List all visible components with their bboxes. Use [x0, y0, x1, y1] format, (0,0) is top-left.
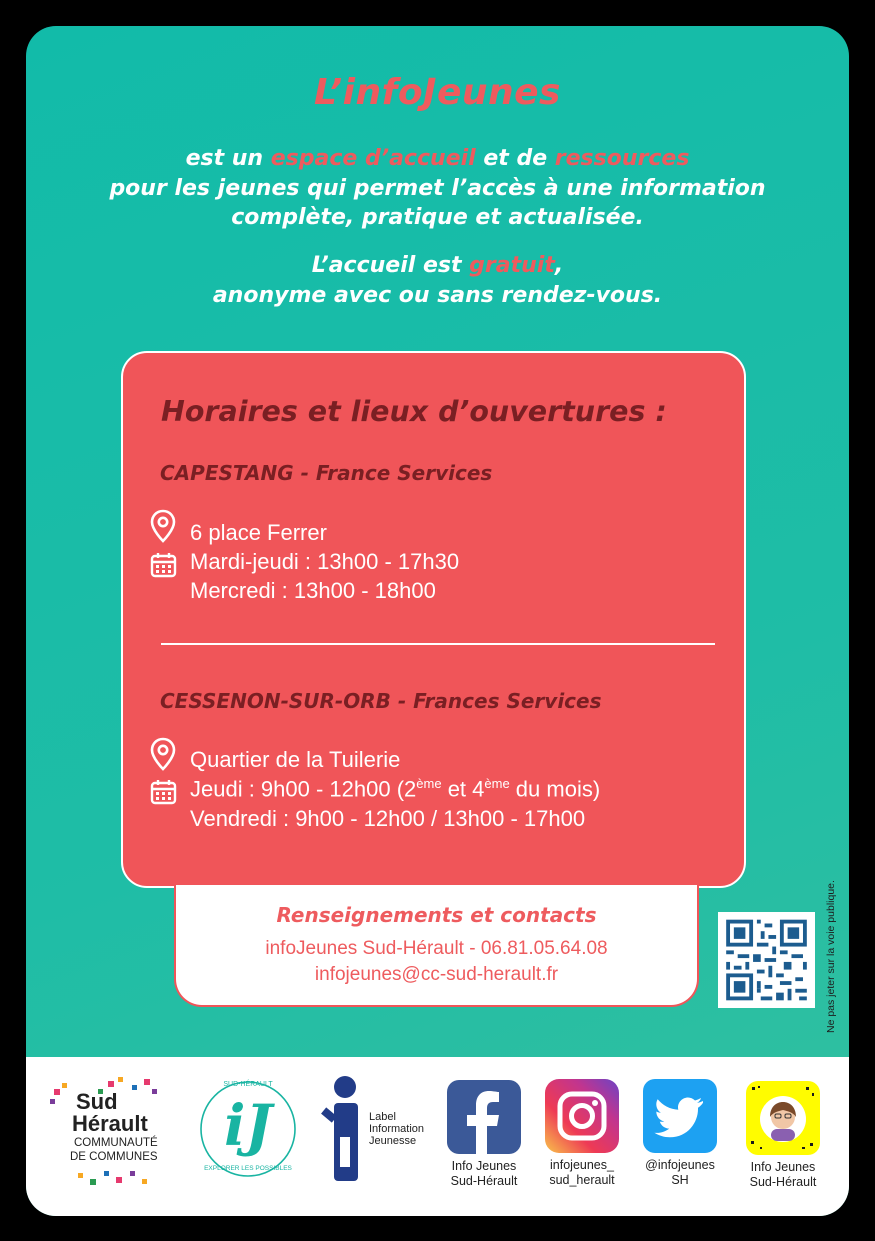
contact-title: Renseignements et contacts: [276, 903, 597, 927]
hours-text: du mois): [509, 776, 601, 802]
hours-capestang-1: Mardi-jeudi : 13h00 - 17h30: [190, 549, 460, 574]
twitter-label-1: @infojeunes: [645, 1158, 715, 1172]
facebook-link[interactable]: [436, 1080, 532, 1189]
hours-text: et 4: [441, 776, 485, 802]
facebook-label-2: Sud-Hérault: [450, 1174, 518, 1188]
highlight-gratuit: gratuit: [469, 253, 555, 278]
facebook-icon: [447, 1080, 521, 1154]
twitter-icon: [643, 1079, 717, 1153]
sud-herault-line4: DE COMMUNES: [70, 1151, 158, 1163]
label-line2: Information: [369, 1123, 425, 1135]
intro-line-4: [0, 251, 875, 280]
intro-line-2: pour les jeunes qui permet l’accès à une information: [109, 176, 766, 201]
instagram-label-1: infojeunes_: [550, 1158, 614, 1172]
highlight-ressources: ressources: [554, 146, 690, 171]
contact-box: [174, 885, 699, 1007]
intro-text: est un: [185, 146, 271, 171]
schedule-title: Horaires et lieux d’ouvertures :: [161, 395, 667, 428]
label-ij-icon: [318, 1075, 364, 1183]
site-title-cessenon: CESSENON-SUR-ORB - Frances Services: [160, 689, 602, 713]
sud-herault-line1: Sud: [76, 1089, 118, 1114]
address-capestang: 6 place Ferrer: [190, 520, 327, 545]
footer: [26, 1057, 849, 1216]
sud-herault-line2: Hérault: [72, 1111, 148, 1136]
snapchat-link[interactable]: [735, 1081, 831, 1190]
section-divider: [161, 643, 715, 645]
intro-text: L’accueil est: [311, 253, 470, 278]
instagram-label-2: sud_herault: [549, 1173, 615, 1187]
intro-text: et de: [475, 146, 555, 171]
ij-mark: iJ: [224, 1093, 272, 1159]
side-note: Ne pas jeter sur la voie publique.: [825, 880, 837, 1033]
twitter-link[interactable]: [632, 1079, 728, 1188]
qr-code: [718, 912, 815, 1008]
ordinal-sup: ème: [484, 776, 510, 791]
snapchat-label-2: Sud-Hérault: [749, 1175, 817, 1189]
instagram-icon: [545, 1079, 619, 1153]
hours-capestang-2: Mercredi : 13h00 - 18h00: [190, 578, 436, 603]
site-title-capestang: CAPESTANG - France Services: [160, 461, 493, 485]
ij-top: SUD-HÉRAULT: [223, 1081, 273, 1088]
hours-cessenon-1: [190, 776, 600, 802]
snapchat-label-1: Info Jeunes: [750, 1160, 816, 1174]
sud-herault-logo: [48, 1075, 168, 1187]
facebook-label-1: Info Jeunes: [451, 1159, 517, 1173]
calendar-icon: [150, 551, 177, 578]
address-cessenon: Quartier de la Tuilerie: [190, 747, 401, 772]
ij-bottom: EXPLORER LES POSSIBLES: [204, 1165, 292, 1172]
calendar-icon: [150, 778, 177, 805]
label-line1: Label: [369, 1111, 396, 1123]
twitter-label-2: SH: [671, 1173, 689, 1187]
contact-phone[interactable]: infoJeunes Sud-Hérault - 06.81.05.64.08: [265, 938, 608, 959]
ij-sud-herault-logo: [198, 1079, 298, 1179]
contact-email[interactable]: infojeunes@cc-sud-herault.fr: [314, 964, 559, 985]
page-title: L’infoJeunes: [314, 72, 561, 113]
intro-line-1: [0, 144, 875, 173]
label-information-jeunesse-logo: [318, 1075, 438, 1185]
intro-line-3: complète, pratique et actualisée.: [231, 205, 644, 230]
highlight-espace-accueil: espace d’accueil: [270, 146, 476, 171]
location-pin-icon: [150, 737, 176, 771]
hours-text: Jeudi : 9h00 - 12h00 (2: [190, 776, 417, 802]
snapchat-icon: [746, 1081, 820, 1155]
instagram-link[interactable]: [534, 1079, 630, 1188]
intro-text: ,: [554, 253, 564, 278]
schedule-box: [121, 351, 746, 888]
location-pin-icon: [150, 509, 176, 543]
hours-cessenon-2: Vendredi : 9h00 - 12h00 / 13h00 - 17h00: [190, 806, 586, 831]
label-line3: Jeunesse: [369, 1135, 417, 1147]
sud-herault-line3: COMMUNAUTÉ: [74, 1137, 158, 1149]
ordinal-sup: ème: [416, 776, 442, 791]
intro-line-5: anonyme avec ou sans rendez-vous.: [212, 283, 663, 308]
